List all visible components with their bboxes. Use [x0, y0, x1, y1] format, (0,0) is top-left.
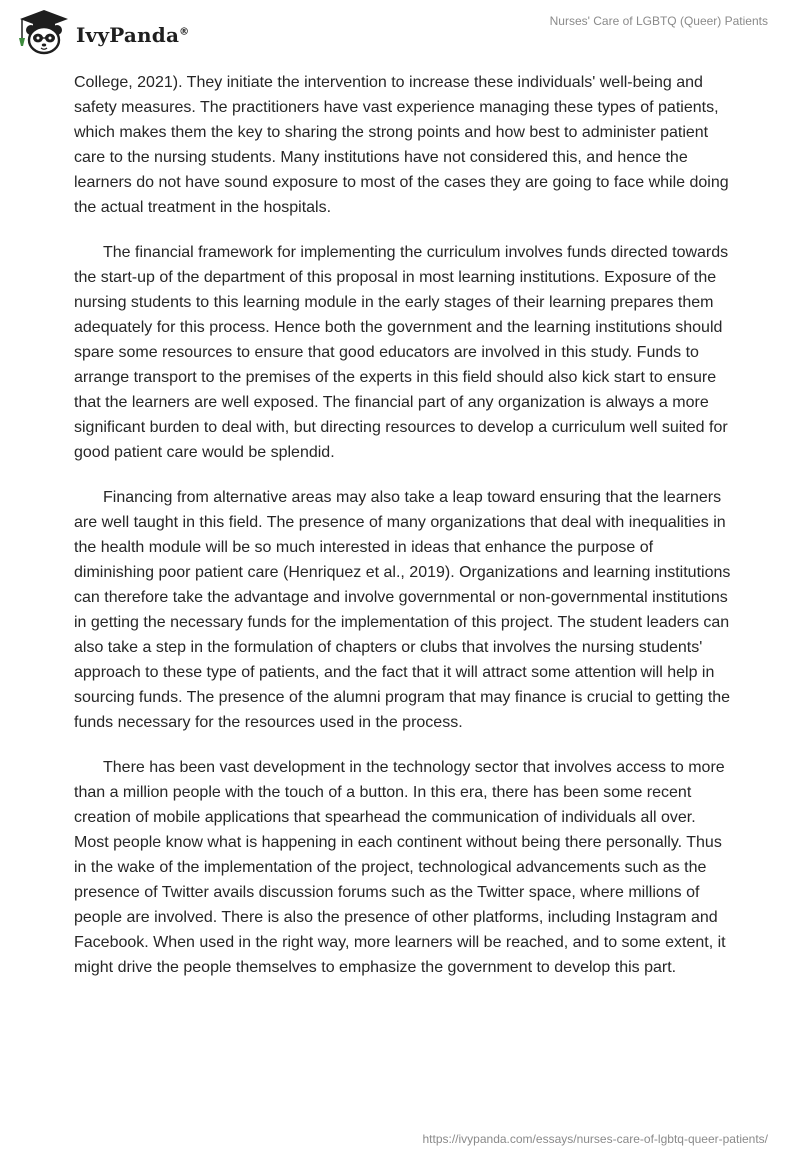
logo-wordmark: IvyPanda	[76, 23, 180, 47]
page-header	[0, 0, 800, 66]
paragraph: College, 2021). They initiate the intervention to increase these individuals' well-being and safety measures. The practitioners have vast experience managing these types of patients, which makes them the key to sharing the strong points and how best to administer patient care to the nursing students. Many institutions have not considered this, and hence the learners do not have sound exposure to most of the cases they are going to face while doing the actual treatment in the hospitals.	[74, 74, 729, 216]
essay-body	[74, 70, 734, 1000]
ivypanda-logo[interactable]	[14, 8, 189, 58]
paragraph: There has been vast development in the technology sector that involves access to more than a million people with the touch of a button. In this era, there has been some recent creation of mobile applications that spearhead the communication of individuals all over. Most people know what is happening in each continent without being there personally. Thus in the wake of the implementation of the project, technological advancements such as the presence of Twitter avails discussion forums such as the Twitter space, where millions of people are involved. There is also the presence of other platforms, including Instagram and Facebook. When used in the right way, more learners will be reached, and to some extent, it might drive the people themselves to emphasize the government to develop this part.	[74, 759, 726, 976]
document-title: Nurses' Care of LGBTQ (Queer) Patients	[549, 14, 768, 28]
paragraph: Financing from alternative areas may also take a leap toward ensuring that the learners are well taught in this field. The presence of many organizations that deal with inequalities in the health module will be so much interested in ideas that enhance the purpose of diminishing poor patient care (Henriquez et al., 2019). Organizations and learning institutions can therefore take the advantage and involve governmental or non-governmental institutions in getting the necessary funds for the implementation of this project. The student leaders can also take a step in the formulation of chapters or clubs that involves the nursing students' approach to these type of patients, and the fact that it will attract some attention will help in sourcing funds. The presence of the alumni program that may finance is crucial to getting the funds necessary for the resources used in the process.	[74, 489, 731, 731]
panda-graduate-icon	[14, 8, 74, 58]
logo-text	[76, 23, 189, 47]
source-url-link[interactable]: https://ivypanda.com/essays/nurses-care-of-lgbtq-queer-patients/	[422, 1132, 768, 1146]
paragraph: The financial framework for implementing the curriculum involves funds directed towards the start-up of the department of this proposal in most learning institutions. Exposure of the nursing students to this learning module in the early stages of their learning prepares them adequately for this process. Hence both the government and the learning institutions should spare some resources to ensure that good educators are involved in this study. Funds to arrange transport to the premises of the experts in this field should also kick start to ensure that the learners are well exposed. The financial part of any organization is always a more significant burden to deal with, but directing resources to develop a curriculum well suited for good patient care would be splendid.	[74, 244, 729, 461]
registered-mark: ®	[179, 26, 190, 38]
